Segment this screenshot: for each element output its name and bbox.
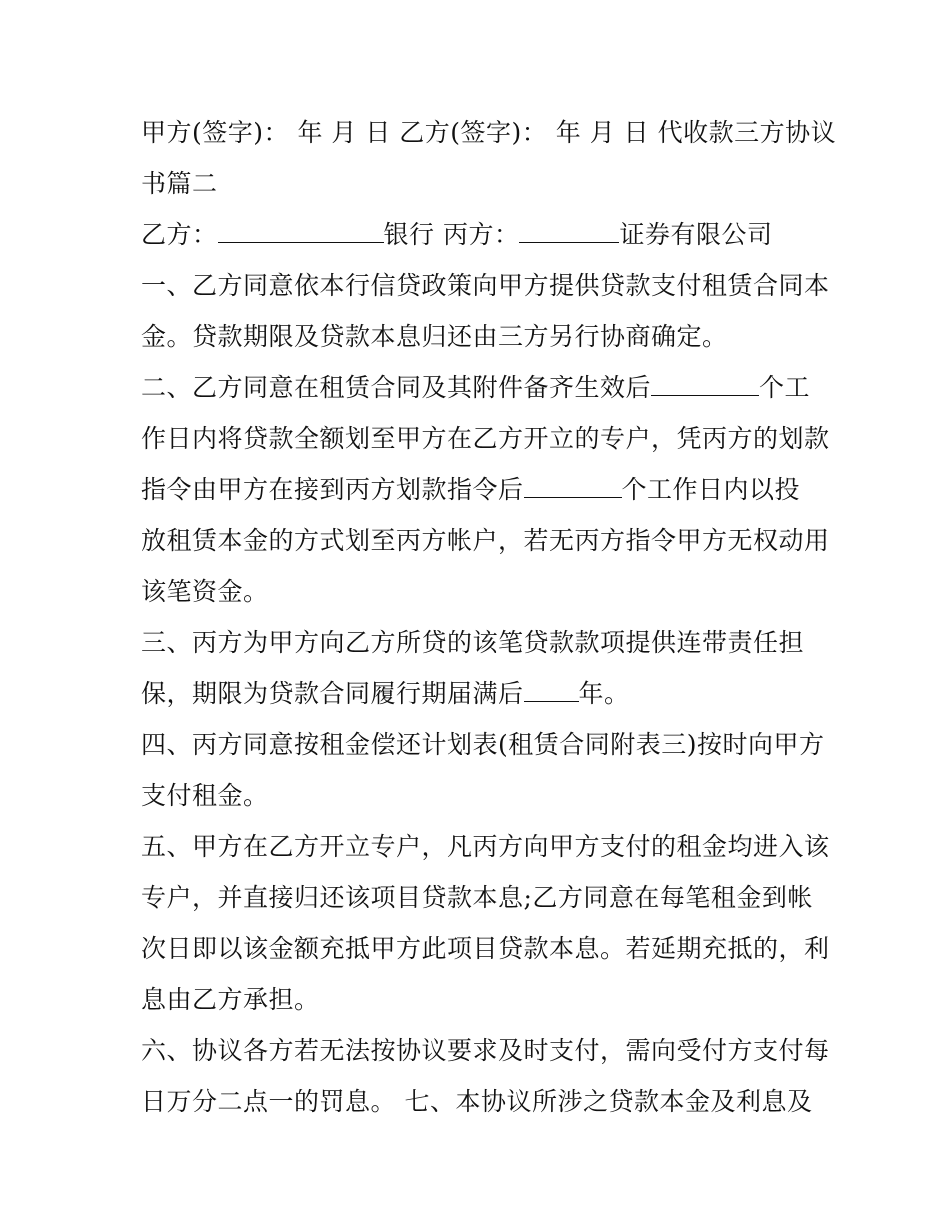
text-line: 五、甲方在乙方开立专户，凡丙方向甲方支付的租金均进入该 [141,832,830,861]
text-line: 专户，并直接归还该项目贷款本息;乙方同意在每笔租金到帐 [141,883,813,912]
text-line: 息由乙方承担。 [141,985,320,1014]
text-line: 一、乙方同意依本行信贷政策向甲方提供贷款支付租赁合同本 [141,271,830,300]
text-fragment: 个工作日内以投 [621,475,801,504]
text-line: 六、协议各方若无法按协议要求及时支付，需向受付方支付每 [141,1036,830,1065]
text-line: 该笔资金。 [141,577,269,606]
fill-in-blank [524,674,579,702]
text-line: 日万分二点一的罚息。 七、本协议所涉之贷款本金及利息及 [141,1087,813,1116]
text-line: 书篇二 [141,169,218,198]
document-body [141,107,837,1127]
text-line: 支付租金。 [141,781,269,810]
text-line: 放租赁本金的方式划至丙方帐户，若无丙方指令甲方无权动用 [141,526,830,555]
text-fragment: 乙方： [141,220,218,249]
text-line-with-blank [141,362,821,413]
text-line-with-blanks [141,209,821,260]
text-fragment: 指令由甲方在接到丙方划款指令后 [141,475,524,504]
text-fragment: 个工 [759,373,811,402]
text-fragment: 保，期限为贷款合同履行期届满后 [141,679,524,708]
text-line: 三、丙方为甲方向乙方所贷的该笔贷款款项提供连带责任担 [141,628,805,657]
text-fragment: 二、乙方同意在租赁合同及其附件备齐生效后 [141,373,652,402]
text-line-with-blank [141,668,821,719]
text-line: 次日即以该金额充抵甲方此项目贷款本息。若延期充抵的，利 [141,934,830,963]
fill-in-blank [519,215,619,243]
fill-in-blank [524,470,622,498]
text-line: 甲方(签字)： 年 月 日 乙方(签字)： 年 月 日 代收款三方协议 [141,118,837,147]
text-fragment: 银行 丙方： [383,220,520,249]
fill-in-blank [651,368,759,396]
text-fragment: 证券有限公司 [619,220,773,249]
text-line: 四、丙方同意按租金偿还计划表(租赁合同附表三)按时向甲方 [141,730,825,759]
text-line: 作日内将贷款全额划至甲方在乙方开立的专户，凭丙方的划款 [141,424,830,453]
text-line-with-blank [141,464,821,515]
text-line: 金。贷款期限及贷款本息归还由三方另行协商确定。 [141,322,728,351]
fill-in-blank [218,215,384,243]
text-fragment: 年。 [578,679,630,708]
